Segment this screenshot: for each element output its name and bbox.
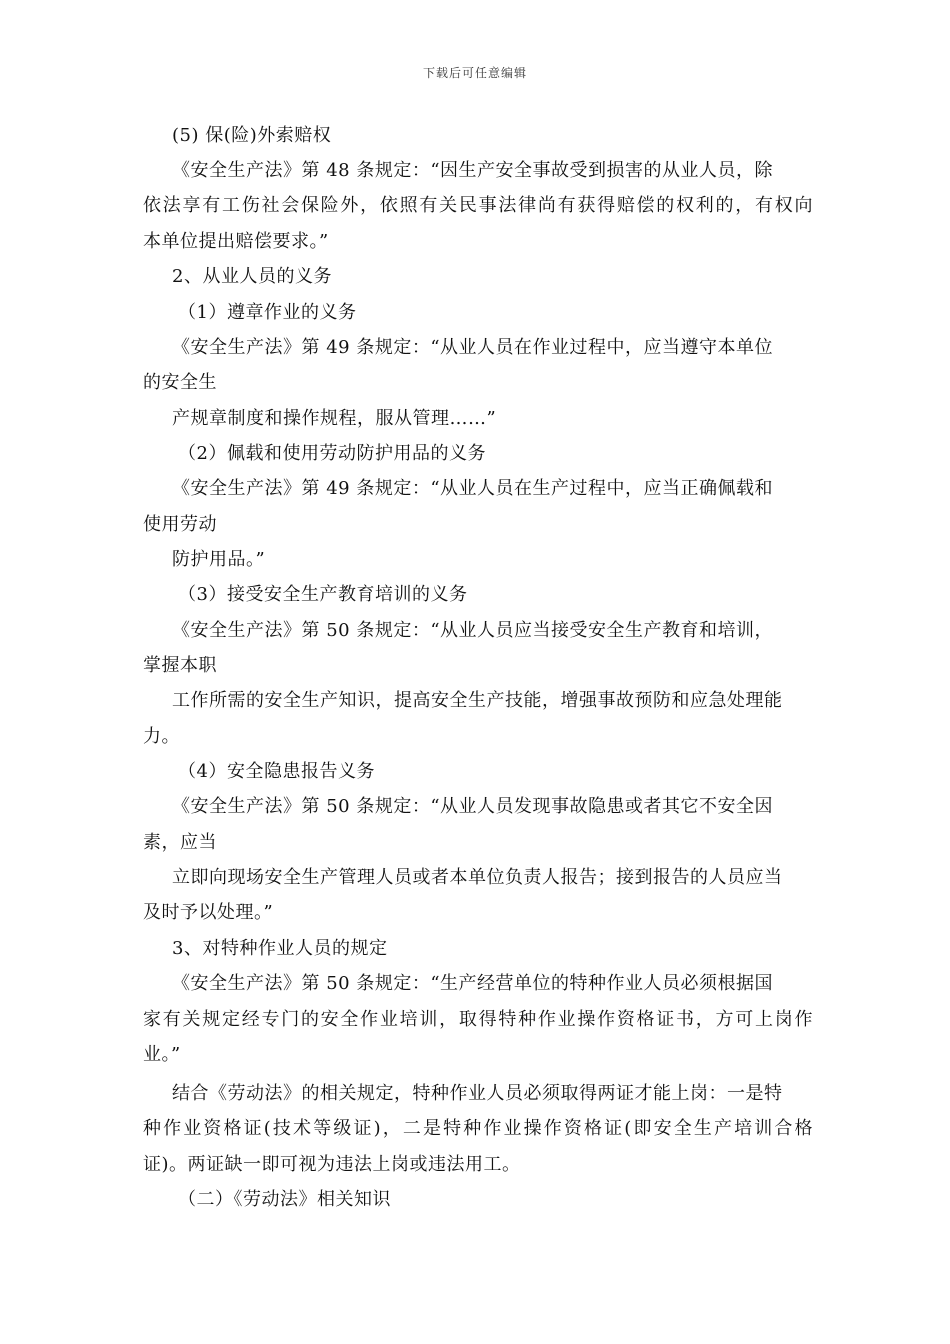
text-line: 防护用品。” <box>172 549 266 570</box>
text-line: 业。” <box>143 1044 181 1065</box>
text-line: （3）接受安全生产教育培训的义务 <box>178 584 468 605</box>
text-line: 掌握本职 <box>143 655 217 676</box>
text-line: 依法享有工伤社会保险外，依照有关民事法律尚有获得赔偿的权利的，有权向 <box>143 195 813 216</box>
text-line: 素，应当 <box>143 832 217 853</box>
text-line: 立即向现场安全生产管理人员或者本单位负责人报告；接到报告的人员应当 <box>172 867 783 888</box>
text-line: 产规章制度和操作规程，服从管理……” <box>172 408 497 429</box>
text-line: 使用劳动 <box>143 514 217 535</box>
text-line: 种作业资格证(技术等级证)，二是特种作业操作资格证(即安全生产培训合格 <box>143 1118 813 1139</box>
text-line: 工作所需的安全生产知识，提高安全生产技能，增强事故预防和应急处理能 <box>172 690 783 711</box>
text-line: 《安全生产法》第 50 条规定：“生产经营单位的特种作业人员必须根据国 <box>172 973 774 994</box>
text-line: 《安全生产法》第 50 条规定：“从业人员应当接受安全生产教育和培训， <box>172 620 774 641</box>
text-line: (5) 保(险)外索赔权 <box>172 125 332 146</box>
text-line: （1）遵章作业的义务 <box>178 302 357 323</box>
text-line: 力。 <box>143 726 180 747</box>
page-header: 下载后可任意编辑 <box>422 66 527 80</box>
text-line: 结合《劳动法》的相关规定，特种作业人员必须取得两证才能上岗：一是特 <box>172 1083 783 1104</box>
text-line: 的安全生 <box>143 372 217 393</box>
text-line: （4）安全隐患报告义务 <box>178 761 375 782</box>
text-line: 3、对特种作业人员的规定 <box>172 938 388 959</box>
text-line: 2、从业人员的义务 <box>172 266 332 287</box>
text-line: 及时予以处理。” <box>143 902 274 923</box>
text-line: 家有关规定经专门的安全作业培训，取得特种作业操作资格证书，方可上岗作 <box>143 1009 813 1030</box>
text-line: 《安全生产法》第 50 条规定：“从业人员发现事故隐患或者其它不安全因 <box>172 796 774 817</box>
text-line: （2）佩载和使用劳动防护用品的义务 <box>178 443 486 464</box>
text-line: 《安全生产法》第 48 条规定：“因生产安全事故受到损害的从业人员，除 <box>172 160 774 181</box>
text-line: 《安全生产法》第 49 条规定：“从业人员在作业过程中，应当遵守本单位 <box>172 337 774 358</box>
text-line: 证)。两证缺一即可视为违法上岗或违法用工。 <box>143 1154 521 1175</box>
text-line: 《安全生产法》第 49 条规定：“从业人员在生产过程中，应当正确佩载和 <box>172 478 774 499</box>
text-line: 本单位提出赔偿要求。” <box>143 231 329 252</box>
section-heading: （二）《劳动法》相关知识 <box>178 1189 391 1210</box>
